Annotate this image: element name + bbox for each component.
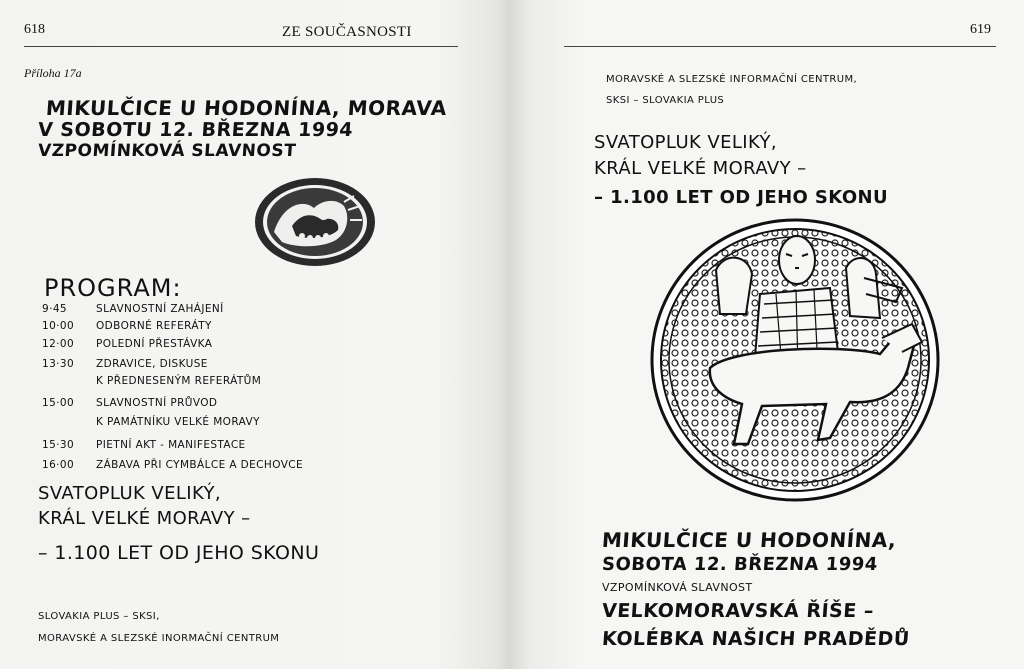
program-event: SLAVNOSTNÍ PRŮVOD	[96, 397, 218, 409]
place-line: MIKULČICE U HODONÍNA,	[601, 528, 898, 552]
program-row	[42, 375, 261, 387]
program-time: 13·30	[42, 358, 75, 370]
running-head: ZE SOUČASNOSTI	[282, 24, 412, 40]
organizers-line-1: SLOVAKIA PLUS – SKSI,	[38, 611, 160, 622]
organizers-line-1: MORAVSKÉ A SLEZSKÉ INFORMAČNÍ CENTRUM,	[606, 74, 858, 85]
program-title: PROGRAM:	[44, 274, 182, 302]
organizers-line-2: SKSI – SLOVAKIA PLUS	[606, 95, 725, 106]
program-time: 15·30	[42, 439, 75, 451]
program-time: 9·45	[42, 303, 67, 315]
page-number: 618	[24, 22, 45, 37]
organizers-line-2: MORAVSKÉ A SLEZSKÉ INORMAČNÍ CENTRUM	[38, 633, 280, 644]
svatopluk-line-1: SVATOPLUK VELIKÝ,	[594, 132, 778, 153]
program-row	[42, 416, 260, 428]
anniversary-line: – 1.100 LET OD JEHO SKONU	[594, 187, 889, 208]
header-rule	[24, 46, 458, 47]
program-row	[42, 459, 303, 471]
program-row	[42, 338, 212, 350]
program-event: ODBORNÉ REFERÁTY	[96, 320, 212, 332]
svatopluk-medallion-icon	[650, 218, 940, 502]
date-line: SOBOTA 12. BŘEZNA 1994	[601, 554, 879, 575]
program-event: ZÁBAVA PŘI CYMBÁLCE A DECHOVCE	[96, 459, 304, 471]
heading-line-1: MIKULČICE U HODONÍNA, MORAVA	[45, 96, 448, 120]
event-line: VZPOMÍNKOVÁ SLAVNOST	[602, 581, 753, 594]
program-event: POLEDNÍ PŘESTÁVKA	[96, 338, 213, 350]
program-event: PIETNÍ AKT - MANIFESTACE	[96, 439, 246, 451]
slogan-line-2: KOLÉBKA NAŠICH PRADĚDŮ	[601, 628, 911, 650]
program-time: 15·00	[42, 397, 75, 409]
svatopluk-line-2: KRÁL VELKÉ MORAVY –	[38, 508, 251, 529]
program-row	[42, 320, 212, 332]
svatopluk-line-1: SVATOPLUK VELIKÝ,	[38, 483, 222, 504]
program-time: 10·00	[42, 320, 75, 332]
program-event: K PŘEDNESENÝM REFERÁTŮM	[96, 375, 262, 387]
program-time: 16·00	[42, 459, 75, 471]
program-event: ZDRAVICE, DISKUSE	[96, 358, 208, 370]
header-rule	[564, 46, 996, 47]
program-row	[42, 358, 208, 370]
appendix-label: Příloha 17a	[24, 66, 82, 80]
program-time: 12·00	[42, 338, 75, 350]
program-event: SLAVNOSTNÍ ZAHÁJENÍ	[96, 303, 224, 315]
right-page	[510, 0, 1024, 669]
heading-line-3: VZPOMÍNKOVÁ SLAVNOST	[37, 141, 297, 161]
program-row	[42, 397, 217, 409]
program-event: K PAMÁTNÍKU VELKÉ MORAVY	[96, 416, 260, 428]
anniversary-line: – 1.100 LET OD JEHO SKONU	[38, 542, 320, 564]
program-row	[42, 303, 224, 315]
page-number: 619	[970, 22, 991, 37]
svatopluk-line-2: KRÁL VELKÉ MORAVY –	[594, 158, 807, 179]
heading-line-2: V SOBOTU 12. BŘEZNA 1994	[37, 119, 354, 141]
left-page	[0, 0, 510, 669]
program-row	[42, 439, 246, 451]
bird-medallion-icon	[252, 176, 378, 268]
slogan-line-1: VELKOMORAVSKÁ ŘÍŠE –	[601, 600, 875, 622]
